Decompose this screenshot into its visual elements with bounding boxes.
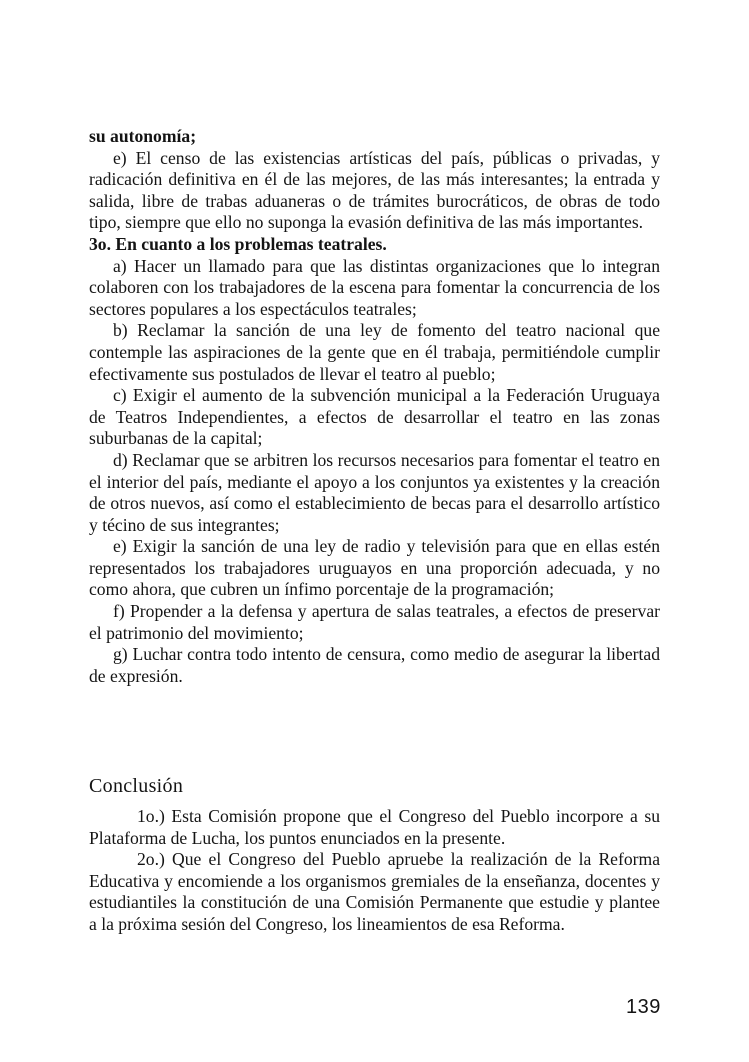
body-text — [89, 126, 660, 687]
paragraph-item-c: c) Exigir el aumento de la subvención municipal a la Federación Uruguaya de Teatros Independientes, a efectos de desarrollar el teatro en las zonas suburbanas de la capital; — [89, 385, 660, 449]
conclusion-paragraph-2: 2o.) Que el Congreso del Pueblo apruebe la realización de la Reforma Educativa y encomiende a los organismos gremiales de la enseñanza, docentes y estudiantiles la constitución de una Comisión Permanente que estudie y plantee a la próxima sesión del Congreso, los lineamientos de esa Reforma. — [89, 849, 660, 934]
paragraph-item-e-radio: e) Exigir la sanción de una ley de radio y televisión para que en ellas estén representados los trabajadores uruguayos en una proporción adecuada, y no como ahora, que cubren un ínfimo porcentaje de la programación; — [89, 536, 660, 600]
section-heading-theatre: 3o. En cuanto a los problemas teatrales. — [89, 233, 387, 254]
conclusion-text — [89, 806, 660, 936]
paragraph-item-a: a) Hacer un llamado para que las distintas organizaciones que lo integran colaboren con los trabajadores de la escena para fomentar la concurrencia de los sectores populares a los espectáculos teatrales; — [89, 255, 660, 319]
paragraph-item-b: b) Reclamar la sanción de una ley de fomento del teatro nacional que contemple las aspiraciones de la gente que en él trabaja, permitiéndole cumplir efectivamente sus postulados de llevar el teatro al pueblo; — [89, 320, 660, 384]
paragraph-item-e-census: e) El censo de las existencias artísticas del país, públicas o privadas, y radicación definitiva en él de las mejores, de las más interesantes; la entrada y salida, libre de trabas aduaneras o de trámites burocráticos, de obras de todo tipo, siempre que ello no suponga la evasión definitiva de las más importantes. — [89, 147, 660, 233]
paragraph-item-d: d) Reclamar que se arbitren los recursos necesarios para fomentar el teatro en el interior del país, mediante el apoyo a los conjuntos ya existentes y la creación de otros nuevos, así como el establecimiento de becas para el desarrollo artístico y técino de sus integrantes; — [89, 449, 660, 535]
paragraph-item-g: g) Luchar contra todo intento de censura, como medio de asegurar la libertad de expresión. — [89, 644, 660, 686]
paragraph-autonomy: su autonomía; — [89, 126, 197, 146]
conclusion-heading: Conclusión — [89, 775, 184, 797]
page-number: 139 — [626, 996, 661, 1018]
paragraph-item-f: f) Propender a la defensa y apertura de salas teatrales, a efectos de preservar el patrimonio del movimiento; — [89, 601, 660, 643]
conclusion-paragraph-1: 1o.) Esta Comisión propone que el Congreso del Pueblo incorpore a su Plataforma de Lucha, los puntos enunciados en la presente. — [89, 806, 660, 848]
